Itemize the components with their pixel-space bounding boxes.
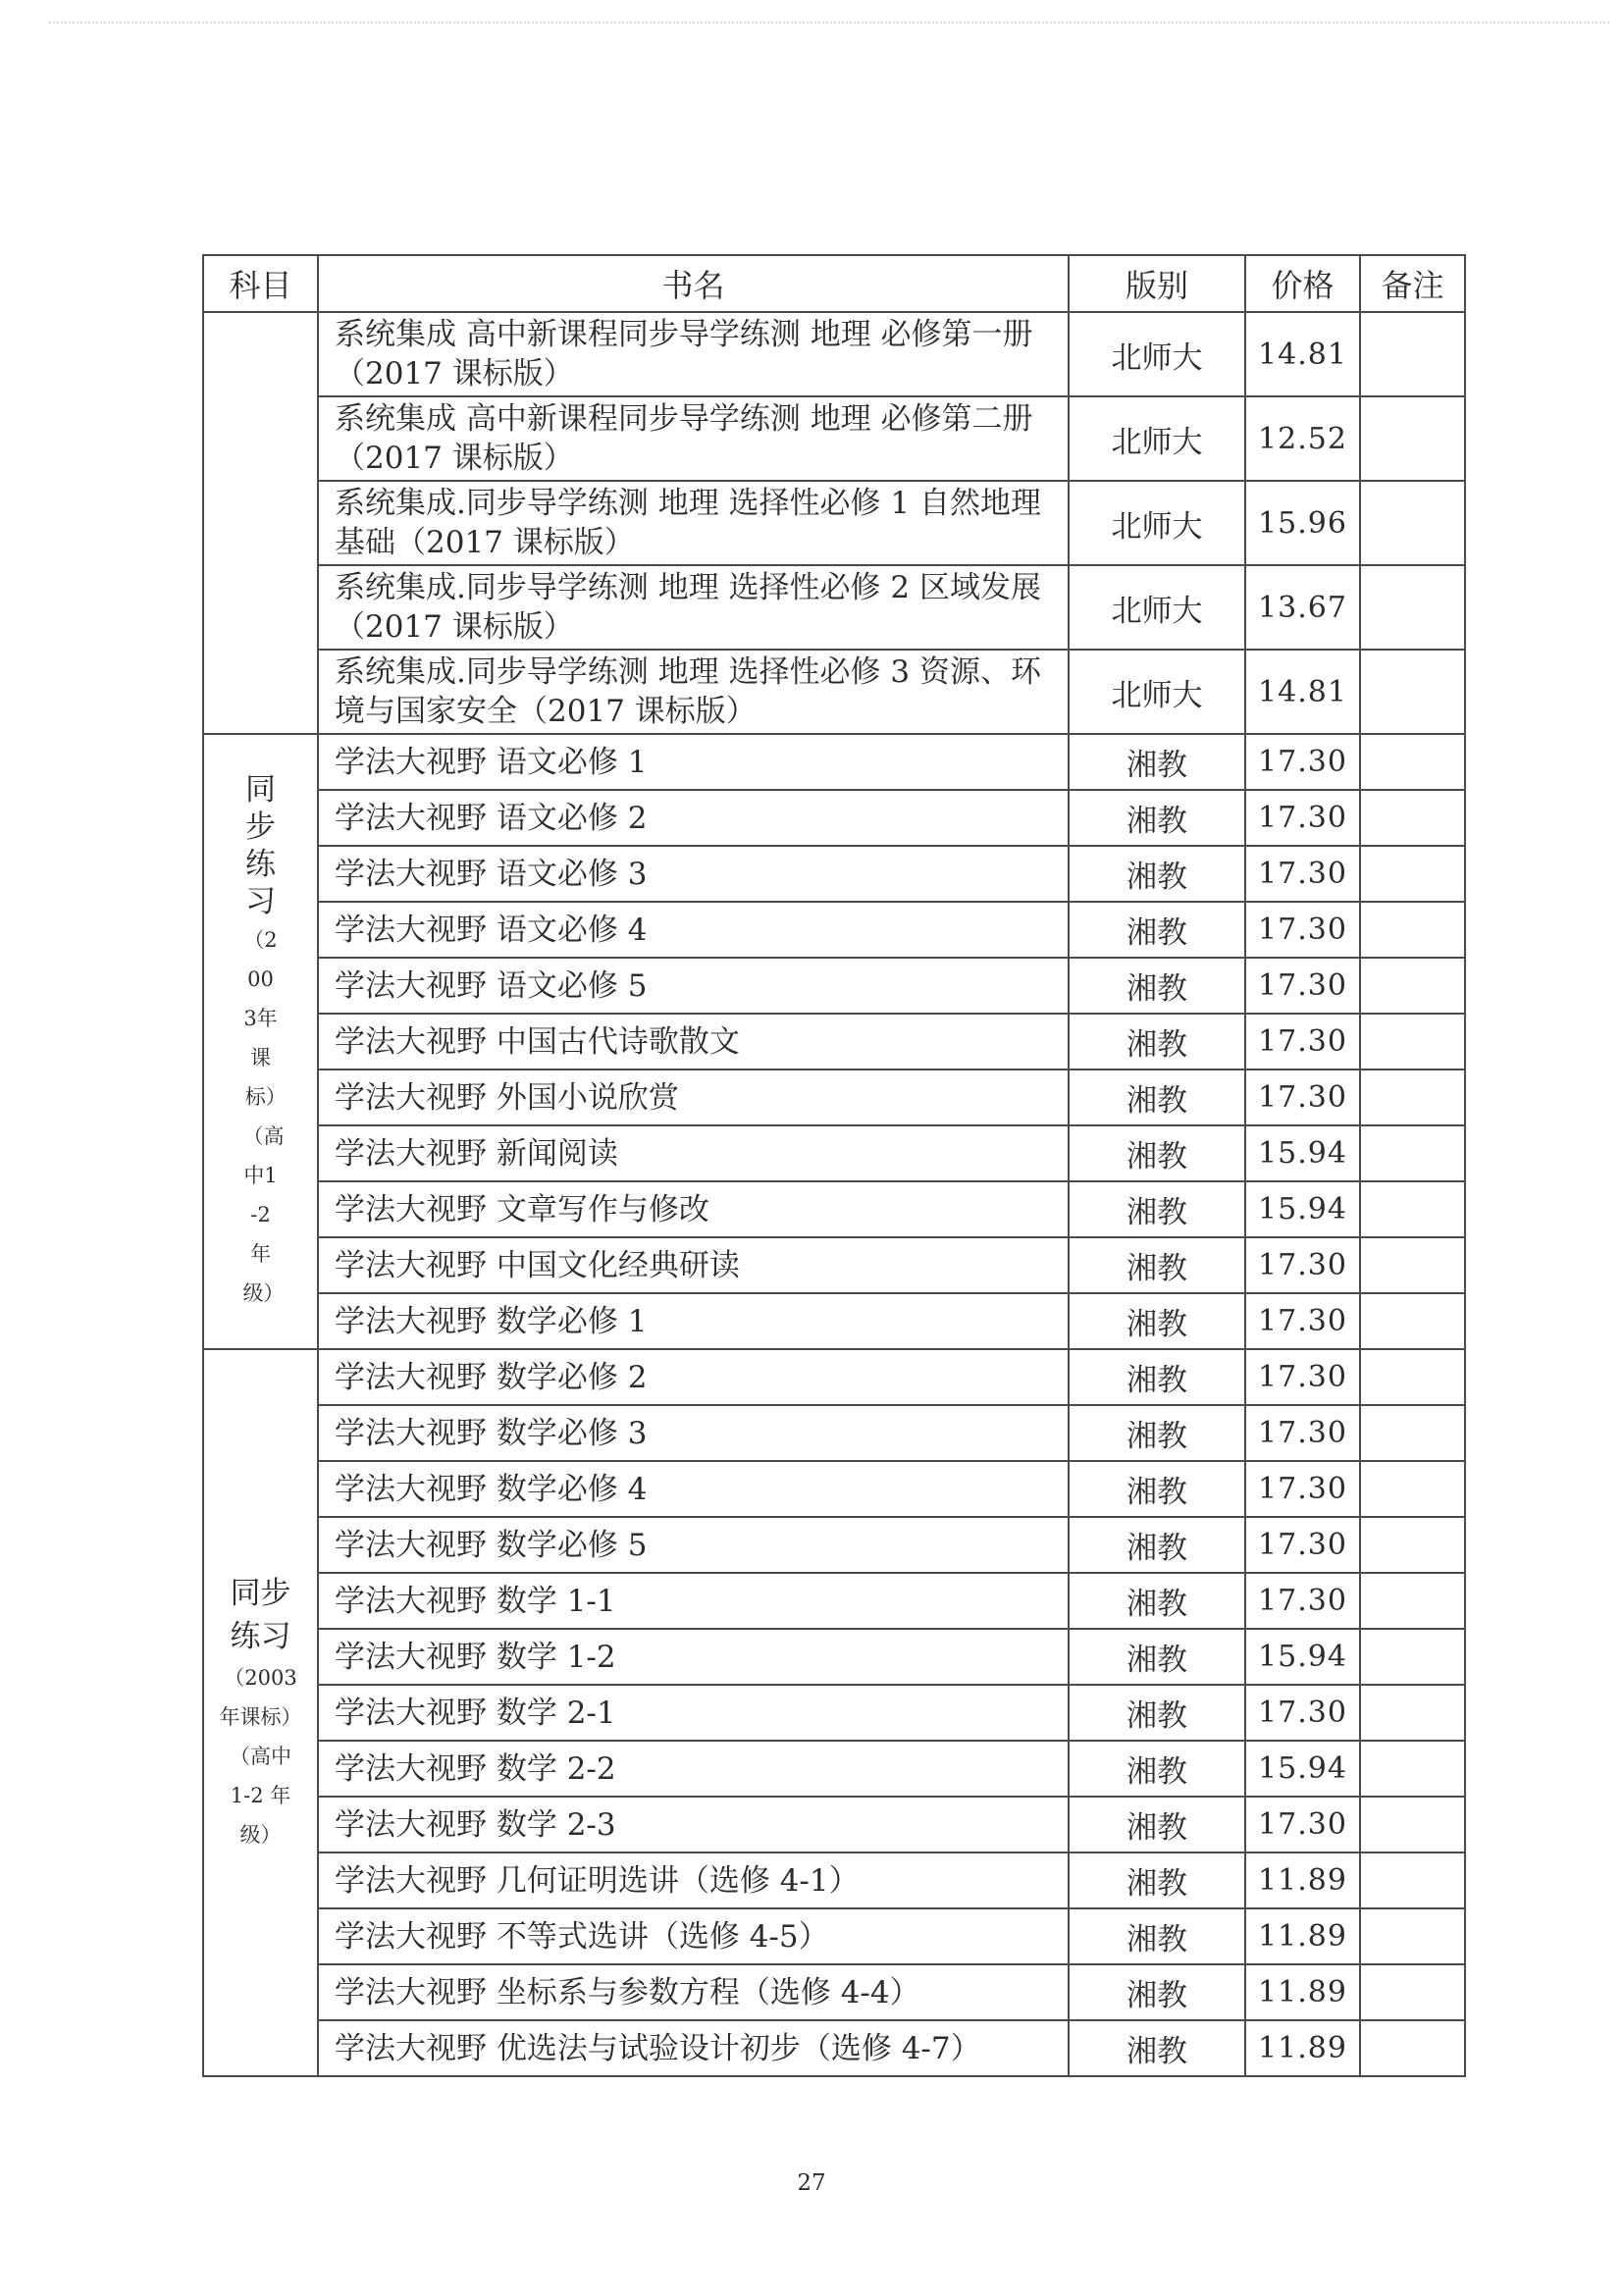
price-cell: 17.30 — [1245, 958, 1360, 1014]
table-row — [203, 312, 1465, 396]
subject-cell-sync-practice — [203, 734, 318, 1349]
table-row — [203, 1070, 1465, 1125]
book-title: 学法大视野 数学必修 4 — [318, 1461, 1069, 1517]
header-price: 价格 — [1245, 255, 1360, 312]
edition-cell: 湘教 — [1069, 846, 1245, 902]
price-cell: 11.89 — [1245, 2020, 1360, 2076]
header-note: 备注 — [1360, 255, 1465, 312]
edition-cell: 北师大 — [1069, 312, 1245, 396]
table-row — [203, 1741, 1465, 1797]
book-title: 学法大视野 语文必修 2 — [318, 790, 1069, 846]
price-cell: 13.67 — [1245, 565, 1360, 650]
note-cell — [1360, 790, 1465, 846]
note-cell — [1360, 1797, 1465, 1852]
price-cell: 15.94 — [1245, 1181, 1360, 1237]
table-row — [203, 396, 1465, 481]
table-row — [203, 1797, 1465, 1852]
book-title: 系统集成.同步导学练测 地理 选择性必修 1 自然地理 基础（2017 课标版） — [318, 481, 1069, 565]
price-cell: 17.30 — [1245, 902, 1360, 958]
book-title: 系统集成.同步导学练测 地理 选择性必修 3 资源、环 境与国家安全（2017 课标版） — [318, 650, 1069, 734]
note-cell — [1360, 958, 1465, 1014]
book-title: 学法大视野 外国小说欣赏 — [318, 1070, 1069, 1125]
subject-cell-geography — [203, 312, 318, 734]
note-cell — [1360, 565, 1465, 650]
edition-cell: 湘教 — [1069, 958, 1245, 1014]
edition-cell: 北师大 — [1069, 650, 1245, 734]
edition-cell: 北师大 — [1069, 565, 1245, 650]
note-cell — [1360, 1685, 1465, 1741]
edition-cell: 湘教 — [1069, 1964, 1245, 2020]
table-row — [203, 734, 1465, 790]
edition-cell: 湘教 — [1069, 1293, 1245, 1349]
note-cell — [1360, 1964, 1465, 2020]
book-title: 学法大视野 几何证明选讲（选修 4-1） — [318, 1852, 1069, 1908]
book-title: 学法大视野 数学 2-2 — [318, 1741, 1069, 1797]
price-cell: 11.89 — [1245, 1852, 1360, 1908]
edition-cell: 湘教 — [1069, 2020, 1245, 2076]
price-cell: 12.52 — [1245, 396, 1360, 481]
table-row — [203, 1908, 1465, 1964]
price-cell: 15.94 — [1245, 1125, 1360, 1181]
edition-cell: 湘教 — [1069, 1629, 1245, 1685]
note-cell — [1360, 1181, 1465, 1237]
note-cell — [1360, 902, 1465, 958]
note-cell — [1360, 1405, 1465, 1461]
page-number: 27 — [797, 2170, 826, 2196]
note-cell — [1360, 650, 1465, 734]
note-cell — [1360, 1461, 1465, 1517]
note-cell — [1360, 1237, 1465, 1293]
table-row — [203, 1237, 1465, 1293]
note-cell — [1360, 396, 1465, 481]
table-row — [203, 1573, 1465, 1629]
book-title: 学法大视野 数学 2-3 — [318, 1797, 1069, 1852]
price-cell: 17.30 — [1245, 1014, 1360, 1070]
book-title: 学法大视野 坐标系与参数方程（选修 4-4） — [318, 1964, 1069, 2020]
edition-cell: 湘教 — [1069, 1741, 1245, 1797]
table-row — [203, 1014, 1465, 1070]
price-cell: 17.30 — [1245, 1573, 1360, 1629]
table-row — [203, 1964, 1465, 2020]
table-row — [203, 1517, 1465, 1573]
table-row — [203, 565, 1465, 650]
book-price-table — [202, 254, 1466, 2077]
note-cell — [1360, 1629, 1465, 1685]
book-title: 学法大视野 语文必修 4 — [318, 902, 1069, 958]
book-title: 学法大视野 数学必修 1 — [318, 1293, 1069, 1349]
edition-cell: 湘教 — [1069, 1070, 1245, 1125]
table-row — [203, 1685, 1465, 1741]
book-title: 学法大视野 数学 1-2 — [318, 1629, 1069, 1685]
edition-cell: 湘教 — [1069, 1461, 1245, 1517]
book-title: 学法大视野 不等式选讲（选修 4-5） — [318, 1908, 1069, 1964]
edition-cell: 湘教 — [1069, 1405, 1245, 1461]
subject-vertical-text: 同步练习 （2003年课标）（高中1-2年级） — [242, 771, 285, 1305]
book-title: 学法大视野 语文必修 3 — [318, 846, 1069, 902]
header-edition: 版别 — [1069, 255, 1245, 312]
edition-cell: 湘教 — [1069, 1573, 1245, 1629]
edition-cell: 湘教 — [1069, 1125, 1245, 1181]
table-row — [203, 1349, 1465, 1405]
note-cell — [1360, 1852, 1465, 1908]
table-row — [203, 1405, 1465, 1461]
book-title: 学法大视野 数学 2-1 — [318, 1685, 1069, 1741]
book-title: 系统集成 高中新课程同步导学练测 地理 必修第二册 （2017 课标版） — [318, 396, 1069, 481]
header-subject: 科目 — [203, 255, 318, 312]
book-title: 学法大视野 数学必修 2 — [318, 1349, 1069, 1405]
note-cell — [1360, 1908, 1465, 1964]
book-title: 学法大视野 中国古代诗歌散文 — [318, 1014, 1069, 1070]
price-cell: 17.30 — [1245, 1797, 1360, 1852]
edition-cell: 湘教 — [1069, 1852, 1245, 1908]
edition-cell: 湘教 — [1069, 1237, 1245, 1293]
edition-cell: 湘教 — [1069, 1349, 1245, 1405]
book-title: 学法大视野 语文必修 5 — [318, 958, 1069, 1014]
edition-cell: 湘教 — [1069, 1685, 1245, 1741]
price-cell: 17.30 — [1245, 1237, 1360, 1293]
price-cell: 17.30 — [1245, 1349, 1360, 1405]
price-cell: 17.30 — [1245, 1517, 1360, 1573]
book-title: 学法大视野 中国文化经典研读 — [318, 1237, 1069, 1293]
table-row — [203, 1629, 1465, 1685]
table-row — [203, 790, 1465, 846]
price-cell: 17.30 — [1245, 1070, 1360, 1125]
price-cell: 17.30 — [1245, 1405, 1360, 1461]
price-cell: 14.81 — [1245, 650, 1360, 734]
header-title: 书名 — [318, 255, 1069, 312]
edition-cell: 湘教 — [1069, 902, 1245, 958]
table-row — [203, 1293, 1465, 1349]
note-cell — [1360, 1070, 1465, 1125]
table-row — [203, 1852, 1465, 1908]
price-cell: 17.30 — [1245, 846, 1360, 902]
price-cell: 14.81 — [1245, 312, 1360, 396]
note-cell — [1360, 1349, 1465, 1405]
price-cell: 17.30 — [1245, 1461, 1360, 1517]
note-cell — [1360, 481, 1465, 565]
subject-horizontal-text: 同步 练习 （2003 年课标） （高中 1-2 年 级） — [219, 1575, 302, 1847]
edition-cell: 湘教 — [1069, 1797, 1245, 1852]
note-cell — [1360, 1517, 1465, 1573]
book-title: 学法大视野 数学必修 3 — [318, 1405, 1069, 1461]
book-title: 系统集成 高中新课程同步导学练测 地理 必修第一册 （2017 课标版） — [318, 312, 1069, 396]
note-cell — [1360, 2020, 1465, 2076]
price-cell: 15.94 — [1245, 1741, 1360, 1797]
table-row — [203, 650, 1465, 734]
book-title: 学法大视野 新闻阅读 — [318, 1125, 1069, 1181]
table-row — [203, 1461, 1465, 1517]
book-title: 学法大视野 数学必修 5 — [318, 1517, 1069, 1573]
note-cell — [1360, 1014, 1465, 1070]
note-cell — [1360, 312, 1465, 396]
table-row — [203, 2020, 1465, 2076]
edition-cell: 湘教 — [1069, 1014, 1245, 1070]
price-cell: 11.89 — [1245, 1964, 1360, 2020]
note-cell — [1360, 1293, 1465, 1349]
note-cell — [1360, 1573, 1465, 1629]
price-cell: 17.30 — [1245, 1685, 1360, 1741]
subject-cell-sync-practice-math — [203, 1349, 318, 2076]
table-row — [203, 1125, 1465, 1181]
table-row — [203, 1181, 1465, 1237]
price-cell: 15.94 — [1245, 1629, 1360, 1685]
price-cell: 17.30 — [1245, 790, 1360, 846]
book-title: 系统集成.同步导学练测 地理 选择性必修 2 区域发展 （2017 课标版） — [318, 565, 1069, 650]
book-title: 学法大视野 语文必修 1 — [318, 734, 1069, 790]
table-header-row — [203, 255, 1465, 312]
price-cell: 17.30 — [1245, 734, 1360, 790]
top-border-rule — [49, 22, 1609, 24]
edition-cell: 湘教 — [1069, 1517, 1245, 1573]
book-title: 学法大视野 优选法与试验设计初步（选修 4-7） — [318, 2020, 1069, 2076]
edition-cell: 北师大 — [1069, 396, 1245, 481]
edition-cell: 湘教 — [1069, 1908, 1245, 1964]
note-cell — [1360, 1741, 1465, 1797]
price-cell: 11.89 — [1245, 1908, 1360, 1964]
note-cell — [1360, 846, 1465, 902]
table-row — [203, 958, 1465, 1014]
edition-cell: 湘教 — [1069, 1181, 1245, 1237]
book-title: 学法大视野 数学 1-1 — [318, 1573, 1069, 1629]
price-cell: 17.30 — [1245, 1293, 1360, 1349]
book-title: 学法大视野 文章写作与修改 — [318, 1181, 1069, 1237]
note-cell — [1360, 734, 1465, 790]
table-row — [203, 481, 1465, 565]
table-row — [203, 902, 1465, 958]
edition-cell: 北师大 — [1069, 481, 1245, 565]
edition-cell: 湘教 — [1069, 734, 1245, 790]
price-cell: 15.96 — [1245, 481, 1360, 565]
note-cell — [1360, 1125, 1465, 1181]
table-row — [203, 846, 1465, 902]
edition-cell: 湘教 — [1069, 790, 1245, 846]
